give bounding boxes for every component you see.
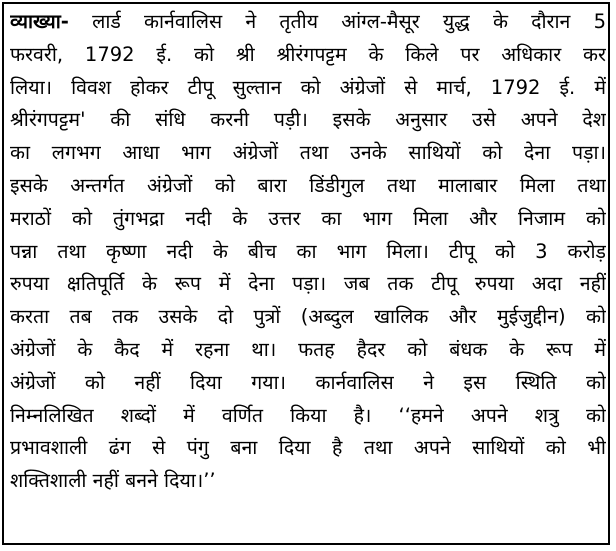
- text-line-1-content: लार्ड कार्नवालिस ने तृतीय आंग्ल-मैसूर युद्ध के दौरान 5: [68, 10, 606, 33]
- text-line-1: [10, 6, 606, 39]
- text-line-10: करता तब तक उसके दो पुत्रों (अब्दुल खालिक और मुईजुद्दीन) को: [10, 305, 606, 329]
- text-line-13: निम्नलिखित शब्दों में वर्णित किया है। ‘‘हमने अपने शत्रु को: [10, 403, 606, 427]
- text-line-3: लिया। विवश होकर टीपू सुल्तान को अंग्रेजों से मार्च, 1792 ई. में: [10, 75, 606, 99]
- text-line-12: अंग्रेजों को नहीं दिया गया। कार्नवालिस ने इस स्थिति को: [10, 370, 606, 394]
- text-line-2: फरवरी, 1792 ई. को श्री श्रीरंगपट्टम के किले पर अधिकार कर: [10, 42, 606, 66]
- text-line-15: शक्तिशाली नहीं बनने दिया।’’: [10, 469, 216, 493]
- text-line-6: इसके अन्तर्गत अंग्रेजों को बारा डिंडीगुल तथा मालाबार मिला तथा: [10, 173, 606, 197]
- text-line-14: प्रभावशाली ढंग से पंगु बना दिया है तथा अपने साथियों को भी: [10, 436, 606, 460]
- text-line-11: अंग्रेजों के कैद में रहना था। फतह हैदर को बंधक के रूप में: [10, 337, 606, 361]
- text-line-4: श्रीरंगपट्टम' की संधि करनी पड़ी। इसके अनुसार उसे अपने देश: [10, 108, 606, 132]
- text-box: [2, 2, 610, 545]
- passage-label: व्याख्या-: [10, 10, 69, 33]
- text-line-5: का लगभग आधा भाग अंग्रेजों तथा उनके साथियों को देना पड़ा।: [10, 141, 606, 165]
- text-line-9: रुपया क्षतिपूर्ति के रूप में देना पड़ा। जब तक टीपू रुपया अदा नहीं: [10, 272, 606, 296]
- passage: [10, 6, 606, 498]
- text-line-8: पन्ना तथा कृष्णा नदी के बीच का भाग मिला। टीपू को 3 करोड़: [10, 239, 606, 263]
- text-line-7: मराठों को तुंगभद्रा नदी के उत्तर का भाग मिला और निजाम को: [10, 206, 606, 230]
